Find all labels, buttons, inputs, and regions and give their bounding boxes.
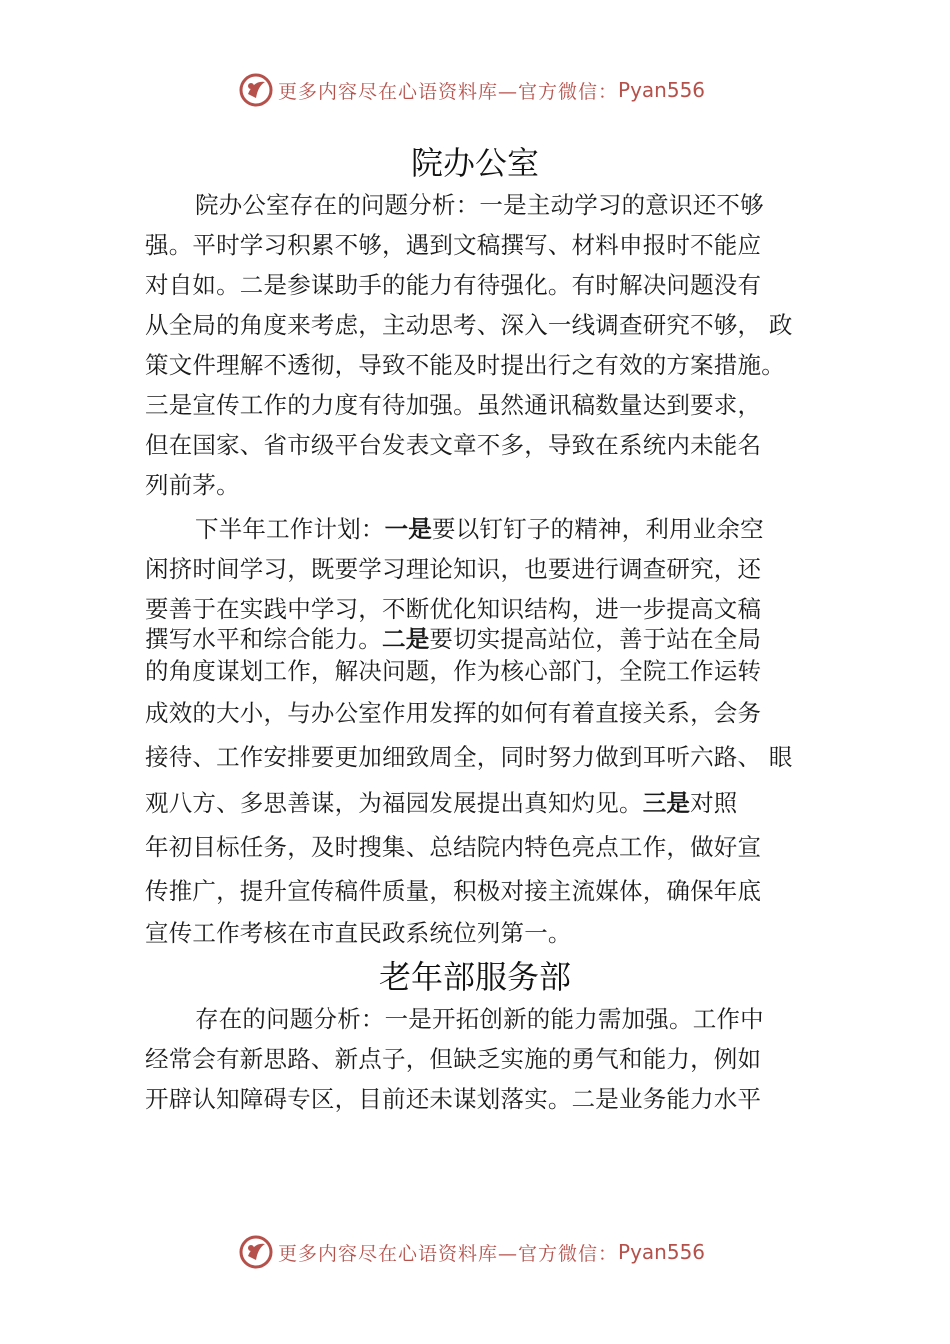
plan-line: 撰写水平和综合能力。二是要切实提高站位，善于站在全局 xyxy=(145,625,762,653)
watermark-text: 更多内容尽在心语资料库—官方微信： xyxy=(278,80,619,103)
plan-line: 的角度谋划工作，解决问题，作为核心部门，全院工作运转 xyxy=(145,657,762,685)
plan-line: 年初目标任务，及时搜集、总结院内特色亮点工作，做好宣 xyxy=(145,833,762,861)
watermark-wechat-id: Pyan556 xyxy=(618,1240,706,1264)
paragraph-line: 存在的问题分析：一是开拓创新的能力需加强。工作中 xyxy=(195,1005,764,1033)
plan-point-1-marker: 一是 xyxy=(384,515,433,543)
paragraph-line: 策文件理解不透彻，导致不能及时提出行之有效的方案措施。 xyxy=(145,351,785,379)
watermark-header xyxy=(238,70,758,110)
watermark-footer xyxy=(238,1232,758,1272)
plan-label: 下半年工作计划： xyxy=(195,515,385,543)
plan-point-3-marker: 三是 xyxy=(642,789,691,817)
paragraph-line: 强。平时学习积累不够，遇到文稿撰写、材料申报时不能应 xyxy=(145,231,762,259)
plan-line: 下半年工作计划：一是要以钉钉子的精神，利用业余空 xyxy=(195,515,764,543)
plan-line: 传推广，提升宣传稿件质量，积极对接主流媒体，确保年底 xyxy=(145,877,762,905)
paragraph-line: 列前茅。 xyxy=(145,471,240,499)
paragraph-line: 开辟认知障碍专区，目前还未谋划落实。二是业务能力水平 xyxy=(145,1085,762,1113)
paragraph-line: 经常会有新思路、新点子，但缺乏实施的勇气和能力，例如 xyxy=(145,1045,762,1073)
plan-line: 观八方、多思善谋，为福园发展提出真知灼见。三是对照 xyxy=(145,789,738,817)
section-title-office: 院办公室 xyxy=(410,144,539,182)
library-logo-icon xyxy=(238,1234,274,1270)
watermark-text: 更多内容尽在心语资料库—官方微信： xyxy=(278,1242,619,1265)
plan-point-2-marker: 二是 xyxy=(382,625,430,653)
plan-line: 要善于在实践中学习，不断优化知识结构，进一步提高文稿 xyxy=(145,595,762,623)
plan-line: 宣传工作考核在市直民政系统位列第一。 xyxy=(145,919,572,947)
paragraph-line: 但在国家、省市级平台发表文章不多，导致在系统内未能名 xyxy=(145,431,762,459)
paragraph-line: 从全局的角度来考虑，主动思考、深入一线调查研究不够， 政 xyxy=(145,311,793,339)
library-logo-icon xyxy=(238,72,274,108)
section-title-elderly-service: 老年部服务部 xyxy=(378,958,571,996)
plan-line: 接待、工作安排要更加细致周全，同时努力做到耳听六路、 眼 xyxy=(145,743,793,771)
paragraph-line: 院办公室存在的问题分析：一是主动学习的意识还不够 xyxy=(195,191,764,219)
paragraph-line: 三是宣传工作的力度有待加强。虽然通讯稿数量达到要求， xyxy=(145,391,762,419)
plan-line: 成效的大小，与办公室作用发挥的如何有着直接关系，会务 xyxy=(145,699,762,727)
paragraph-line: 对自如。二是参谋助手的能力有待强化。有时解决问题没有 xyxy=(145,271,762,299)
watermark-wechat-id: Pyan556 xyxy=(618,78,706,102)
plan-line: 闲挤时间学习，既要学习理论知识，也要进行调查研究，还 xyxy=(145,555,762,583)
